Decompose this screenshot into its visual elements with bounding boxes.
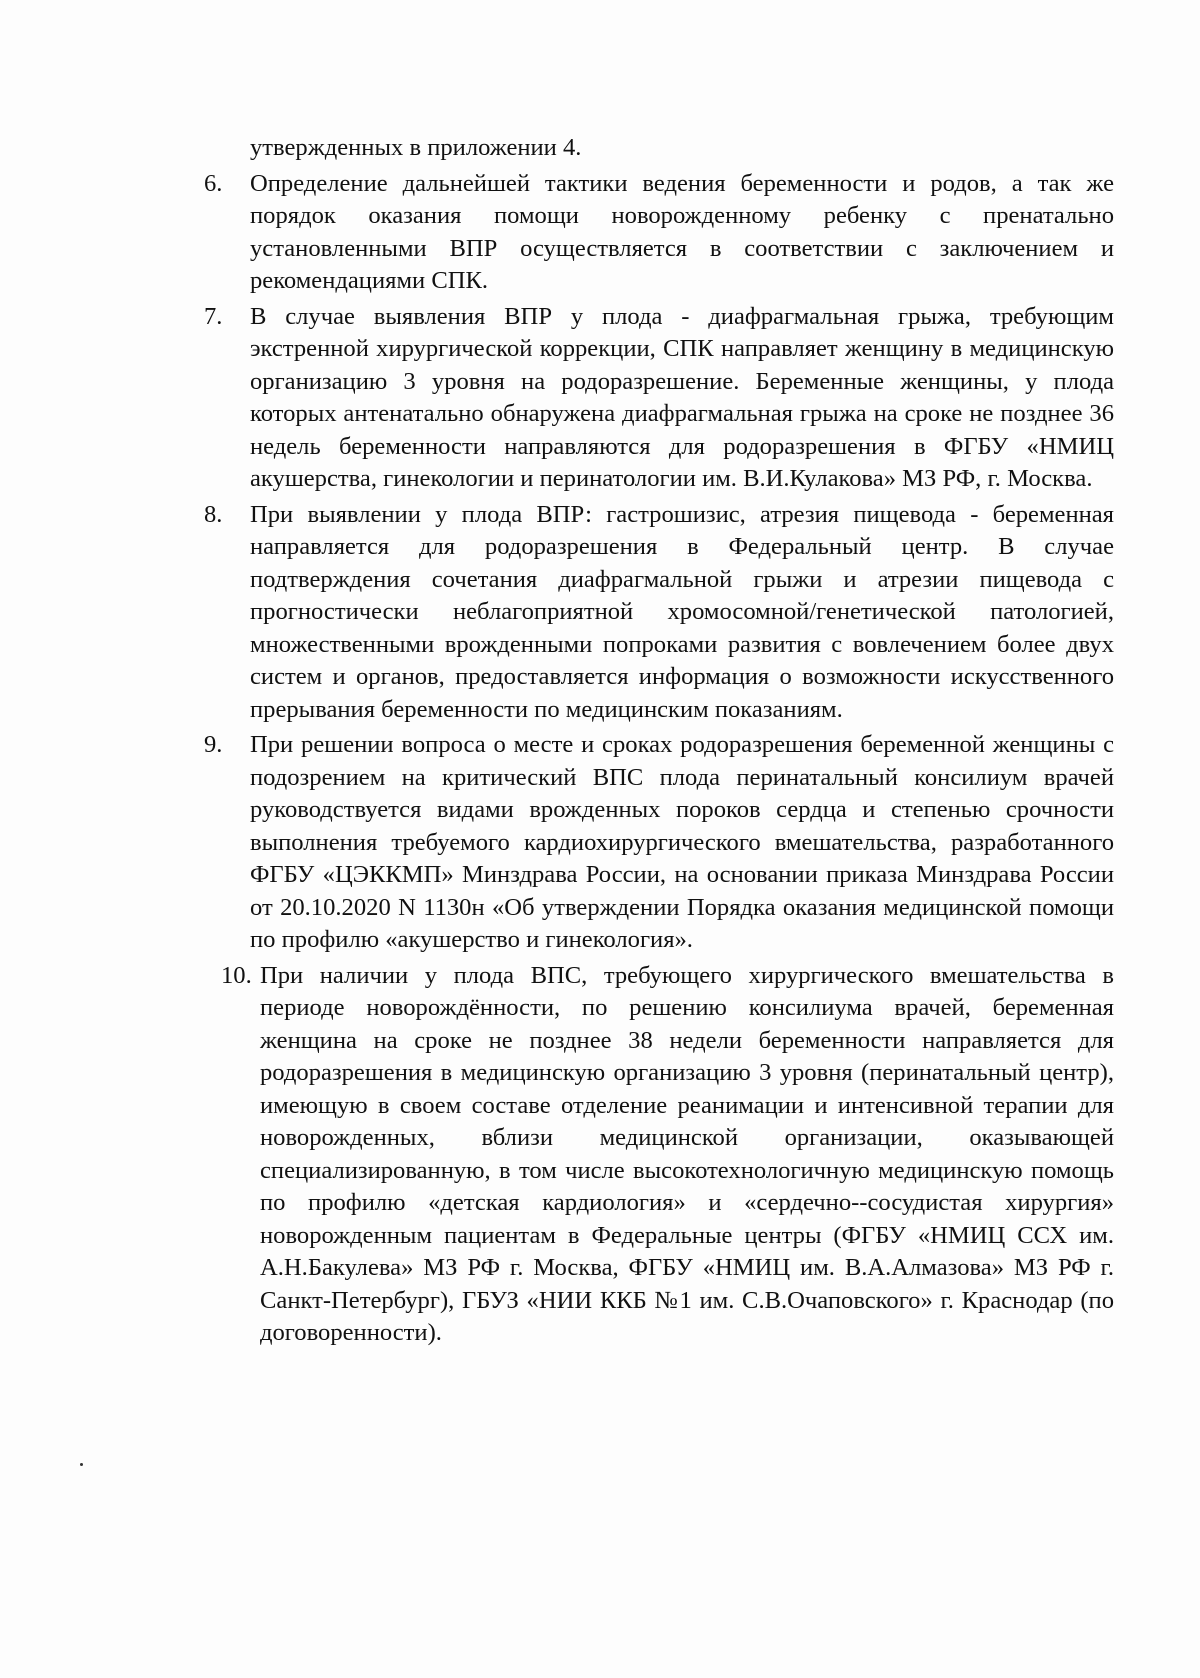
list-item-number: 6. xyxy=(204,169,223,197)
list-item-text: Определение дальнейшей тактики ведения беременности и родов, а так же порядок оказания помощи новорожденному ребенку с пренатально установленными ВПР осуществляется в соответствии с заключением и рекомендациями СПК. xyxy=(250,169,1114,294)
list-item-number: 8. xyxy=(204,500,223,528)
list-item xyxy=(204,729,1114,957)
list-item-number: 9. xyxy=(204,731,223,758)
list-item-text: При решении вопроса о месте и сроках родоразрешения беременной женщины с подозрением на критический ВПС плода перинатальный консилиум врачей руководствуется видами врожденных пороков сердца и степенью срочности выполнения требуемого кардиохирургического вмешательства, разработанного ФГБУ «ЦЭККМП» Минздрава России, на основании приказа Минздрава России от 20.10.2020 N 1130н «Об утверждении Порядка оказания медицинской помощи по профилю «акушерство и гинекология». xyxy=(250,731,1114,953)
list-item-text: При выявлении у плода ВПР: гастрошизис, атрезия пищевода - беременная направляется для родоразрешения в Федеральный центр. В случае подтверждения сочетания диафрагмальной грыжи и атрезии пищевода с прогностически неблагоприятной хромосомной/генетической патологией, множественными врожденными попроками развития с вовлечением более двух систем и органов, предоставляется информация о возможности искусственного прерывания беременности по медицинским показаниям. xyxy=(250,500,1114,723)
list-item-number: 7. xyxy=(204,302,223,330)
list-item xyxy=(204,168,1114,298)
list-item-number: 10. xyxy=(221,961,252,989)
list-item xyxy=(204,499,1114,727)
list-item-text: В случае выявления ВПР у плода - диафрагмальная грыжа, требующим экстренной хирургической коррекции, СПК направляет женщину в медицинскую организацию 3 уровня на родоразрешение. Беременные женщины, у плода которых антенатально обнаружена диафрагмальная грыжа на сроке не позднее 36 недель беременности направляются для родоразрешения в ФГБУ «НМИЦ акушерства, гинекологии и перинатологии им. В.И.Кулакова» МЗ РФ, г. Москва. xyxy=(250,302,1114,492)
list-item xyxy=(204,301,1114,496)
scan-speck xyxy=(80,1463,83,1466)
numbered-list xyxy=(204,168,1114,1350)
list-item-text: При наличии у плода ВПС, требующего хирургического вмешательства в периоде новорождённости, по решению консилиума врачей, беременная женщина на сроке не позднее 38 недели беременности направляется для родоразрешения в медицинскую организацию 3 уровня (перинатальный центр), имеющую в своем составе отделение реанимации и интенсивной терапии для новорожденных, вблизи медицинской организации, оказывающей специализированную, в том числе высокотехнологичную медицинскую помощь по профилю «детская кардиология» и «сердечно--сосудистая хирургия» новорожденным пациентам в Федеральные центры (ФГБУ «НМИЦ ССХ им. А.Н.Бакулева» МЗ РФ г. Москва, ФГБУ «НМИЦ им. В.А.Алмазова» МЗ РФ г. Санкт-Петербург), ГБУЗ «НИИ ККБ №1 им. С.В.Очаповского» г. Краснодар (по договоренности). xyxy=(260,961,1114,1346)
continuation-text: утвержденных в приложении 4. xyxy=(250,134,582,161)
document-body xyxy=(204,132,1114,1353)
list-item xyxy=(204,960,1114,1350)
